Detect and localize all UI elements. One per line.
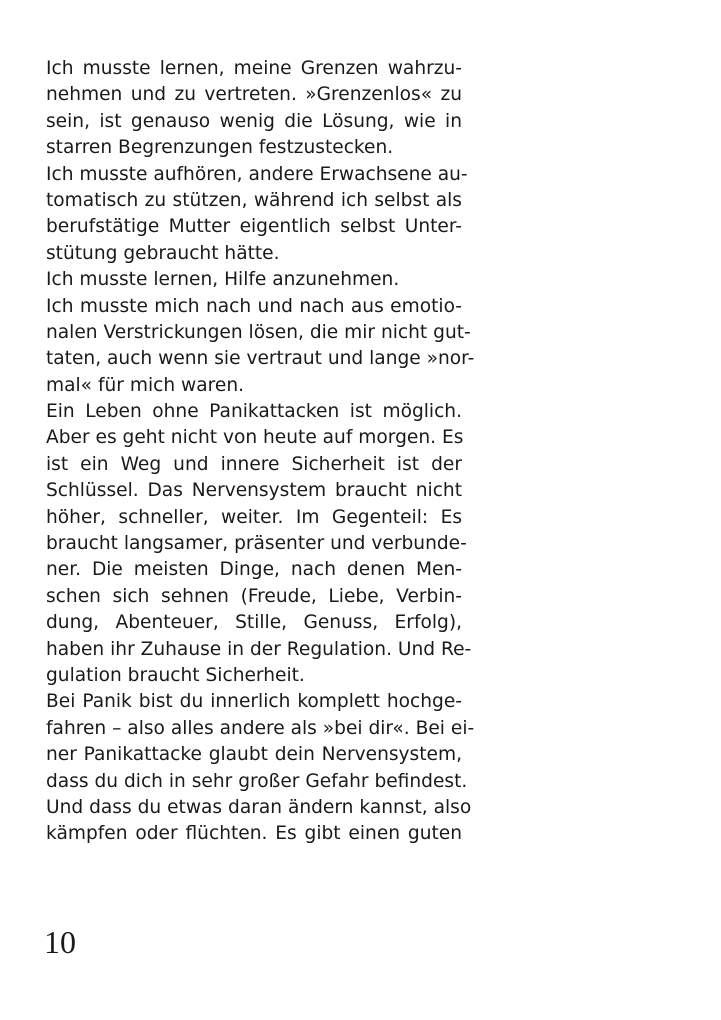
text-line: nehmen und zu vertreten. »Grenzenlos« zu [46, 84, 462, 106]
text-line: fahren – also alles andere als »bei dir«. Bei ei- [46, 717, 475, 739]
text-line: Ich musste mich nach und nach aus emotio- [46, 295, 462, 317]
text-line: Ich musste aufhören, andere Erwachsene au- [46, 163, 468, 185]
text-line: braucht langsamer, präsenter und verbunde- [46, 533, 467, 555]
text-line: tomatisch zu stützen, während ich selbst als [46, 189, 462, 211]
text-line: kämpfen oder flüchten. Es gibt einen guten [46, 823, 462, 845]
text-line: Aber es geht nicht von heute auf morgen. Es [46, 427, 464, 449]
text-line: dung, Abenteuer, Stille, Genuss, Erfolg), [46, 612, 462, 634]
text-line: gulation braucht Sicherheit. [46, 664, 305, 686]
text-line: höher, schneller, weiter. Im Gegenteil: Es [46, 506, 462, 528]
text-line: schen sich sehnen (Freude, Liebe, Verbin- [46, 585, 462, 607]
text-line: sein, ist genauso wenig die Lösung, wie in [46, 110, 462, 132]
text-line: Schlüssel. Das Nervensystem braucht nicht [46, 480, 462, 502]
text-line: berufstätige Mutter eigentlich selbst Unter- [46, 216, 462, 238]
text-line: starren Begrenzungen festzustecken. [46, 137, 394, 159]
text-line: mal« für mich waren. [46, 374, 245, 396]
text-line: Ich musste lernen, meine Grenzen wahrzu- [46, 58, 462, 79]
body-text [46, 56, 475, 848]
text-line: ner. Die meisten Dinge, nach denen Men- [46, 559, 462, 581]
text-line: stütung gebraucht hätte. [46, 242, 280, 264]
text-line: haben ihr Zuhause in der Regulation. Und Re- [46, 638, 472, 660]
text-line: dass du dich in sehr großer Gefahr befindest. [46, 770, 468, 792]
text-line: Bei Panik bist du innerlich komplett hochge- [46, 691, 462, 713]
text-line: nalen Verstrickungen lösen, die mir nicht gut- [46, 321, 471, 343]
text-line: Und dass du etwas daran ändern kannst, also [46, 796, 472, 818]
text-line: Ich musste lernen, Hilfe anzunehmen. [46, 269, 400, 291]
text-line: ner Panikattacke glaubt dein Nervensystem, [46, 744, 462, 766]
text-line: taten, auch wenn sie vertraut und lange »nor- [46, 348, 475, 370]
text-line: ist ein Weg und innere Sicherheit ist der [46, 453, 462, 475]
page-number: 10 [44, 924, 76, 960]
text-line: Ein Leben ohne Panikattacken ist möglich. [46, 401, 462, 423]
